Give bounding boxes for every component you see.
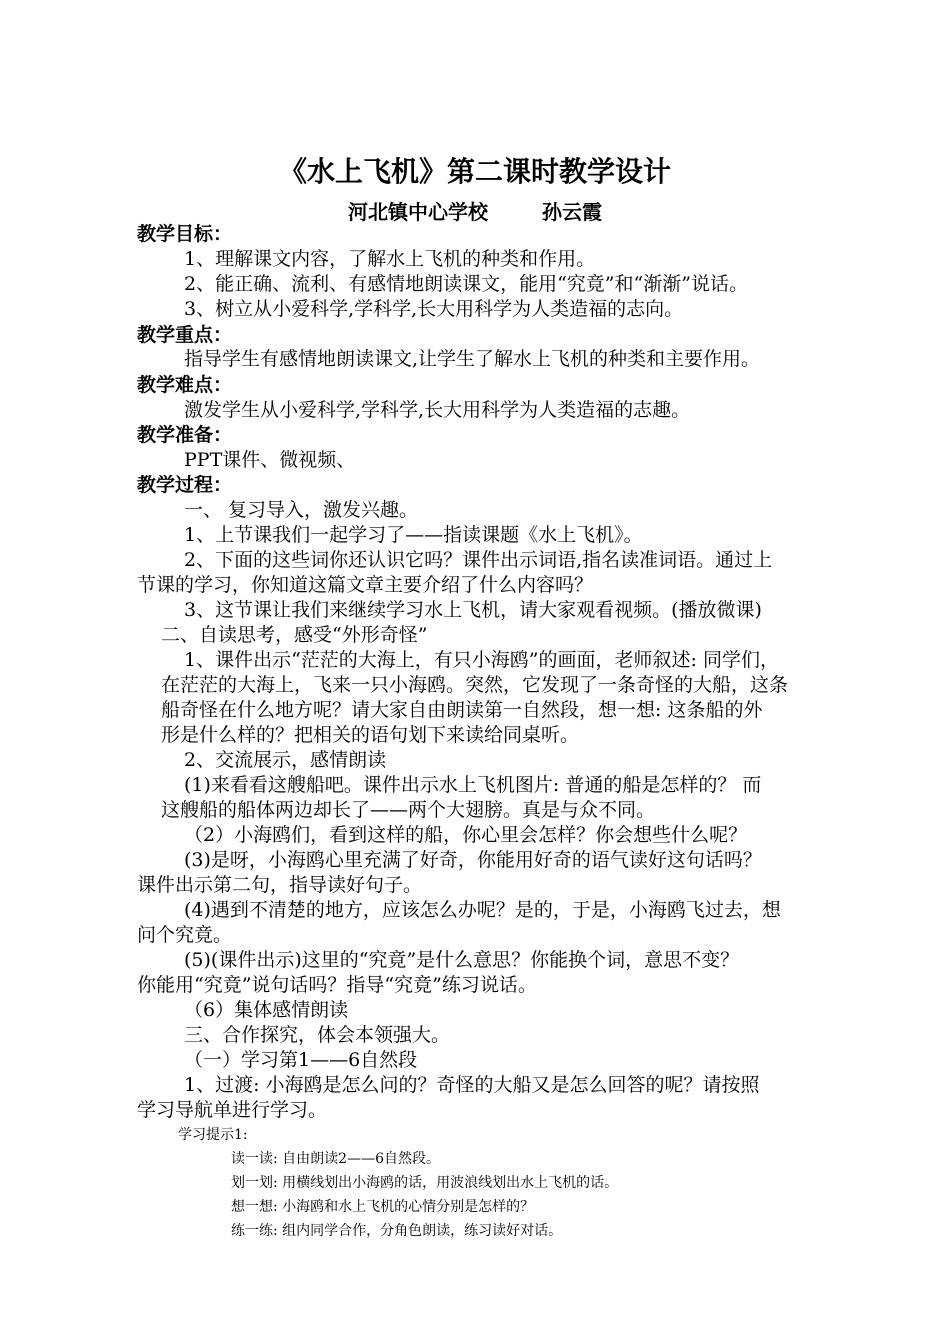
study-tip: 读一读: 自由朗读2——6自然段。 [231,1151,440,1167]
process-line: (4)遇到不清楚的地方，应该怎么办呢？是的，于是，小海鸥飞过去，想 [184,899,781,921]
goal-item: 3、树立从小爱科学,学科学,长大用科学为人类造福的志向。 [184,298,684,320]
document-title: 《水上飞机》第二课时教学设计 [278,155,671,188]
difficulty-text: 激发学生从小爱科学,学科学,长大用科学为人类造福的志趣。 [184,399,691,421]
process-line: （6）集体感情朗读 [184,999,349,1021]
process-line: 在茫茫的大海上，飞来一只小海鸥。突然，它发现了一条奇怪的大船，这条 [161,674,789,696]
key-points-text: 指导学生有感情地朗读课文,让学生了解水上飞机的种类和主要作用。 [184,348,761,370]
preparation-text: PPT课件、微视频、 [184,449,356,471]
difficulty-heading: 教学难点： [137,374,233,396]
process-line: 1、过渡: 小海鸥是怎么问的？奇怪的大船又是怎么回答的呢？请按照 [184,1074,760,1096]
study-tip: 想一想: 小海鸥和水上飞机的心情分别是怎样的？ [231,1199,535,1215]
process-line: 二、自读思考，感受“外形奇怪” [161,624,428,646]
process-line: （一）学习第1——6自然段 [184,1049,418,1071]
study-tip: 划一划: 用横线划出小海鸥的话，用波浪线划出水上飞机的话。 [231,1175,619,1191]
process-line: 学习导航单进行学习。 [137,1099,328,1121]
study-tip: 练一练: 组内同学合作，分角色朗读，练习读好对话。 [231,1223,563,1239]
process-line: 1、课件出示“茫茫的大海上，有只小海鸥”的画面，老师叙述: 同学们， [184,649,779,671]
process-line: 课件出示第二句，指导读好句子。 [137,874,423,896]
process-line: 3、这节课让我们来继续学习水上飞机，请大家观看视频。(播放微课) [184,599,762,621]
process-line: (5)(课件出示)这里的“究竟”是什么意思？你能换个词，意思不变？ [184,949,740,971]
preparation-heading: 教学准备： [137,424,233,446]
process-line: 你能用“究竟”说句话吗？指导“究竟”练习说话。 [137,974,537,996]
goal-item: 1、理解课文内容，了解水上飞机的种类和作用。 [184,248,596,270]
author-name: 孙云霞 [542,200,602,224]
key-points-heading: 教学重点： [137,324,233,346]
process-line: (3)是呀，小海鸥心里充满了好奇，你能用好奇的语气读好这句话吗？ [184,849,762,871]
goal-item: 2、能正确、流利、有感情地朗读课文，能用“究竟”和“渐渐”说话。 [184,273,748,295]
process-line: 这艘船的船体两边却长了——两个大翅膀。真是与众不同。 [161,799,656,821]
process-line: 1、上节课我们一起学习了——指读课题《水上飞机》。 [184,524,643,546]
process-line: 2、下面的这些词你还认识它吗？课件出示词语,指名读准词语。通过上 [184,549,773,571]
goals-heading: 教学目标： [137,223,233,245]
school-name: 河北镇中心学校 [348,200,488,224]
process-line: 一、 复习导入，激发兴趣。 [184,499,419,521]
study-tips-heading: 学习提示1: [178,1127,248,1143]
process-line: 问个究竟。 [137,924,233,946]
process-line: 2、交流展示，感情朗读 [184,749,387,771]
process-line: 节课的学习，你知道这篇文章主要介绍了什么内容吗？ [137,574,594,596]
process-line: 船奇怪在什么地方呢？请大家自由朗读第一自然段，想一想: 这条船的外 [161,699,763,721]
process-heading: 教学过程： [137,474,233,496]
process-line: 形是什么样的？把相关的语句划下来读给同桌听。 [161,724,580,746]
process-line: （2）小海鸥们，看到这样的船，你心里会怎样？你会想些什么呢？ [184,824,748,846]
process-line: (1)来看看这艘船吧。课件出示水上飞机图片: 普通的船是怎样的？ 而 [184,774,762,796]
process-line: 三、合作探究，体会本领强大。 [184,1024,451,1046]
